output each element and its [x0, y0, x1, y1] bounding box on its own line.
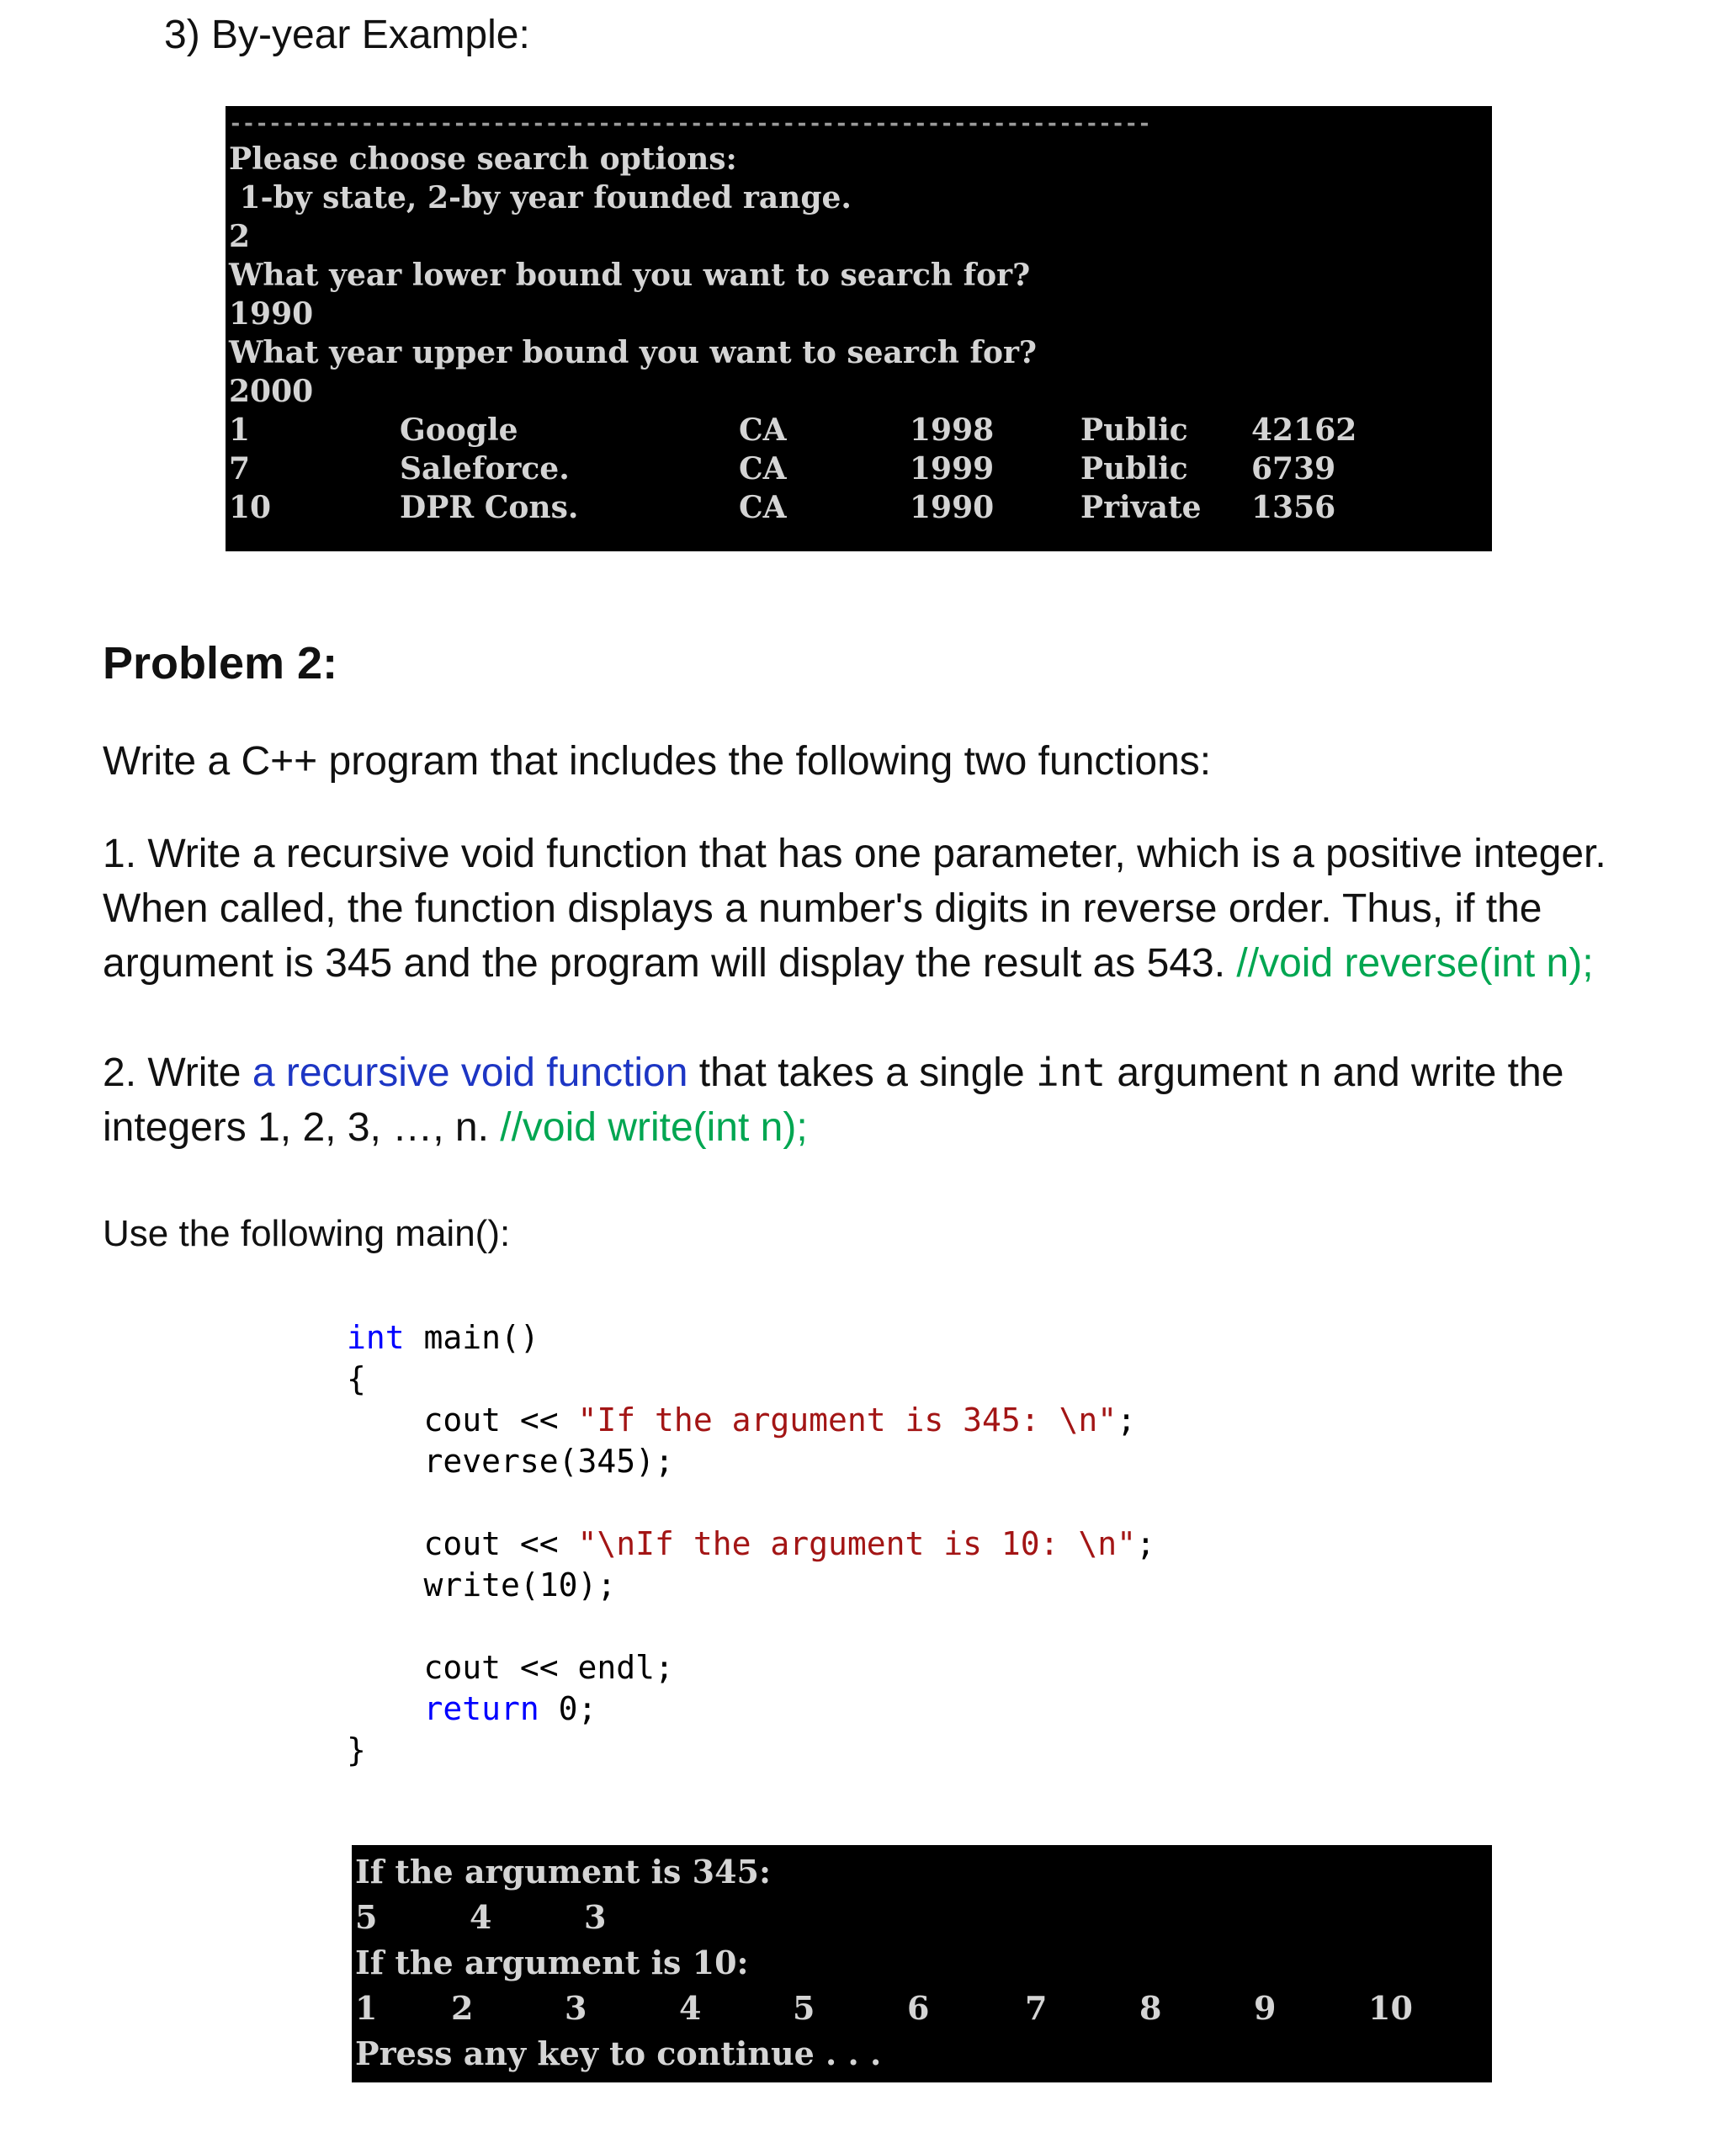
- code-line: [347, 1400, 1136, 1441]
- console-line: If the argument is 345:: [355, 1853, 771, 1891]
- reverse-digit: 5: [355, 1898, 378, 1936]
- item2-line2: [103, 1100, 808, 1155]
- write-signature-comment: //void write(int n);: [500, 1105, 808, 1150]
- item1-line2: When called, the function displays a number's digits in reverse order. Thus, if the: [103, 886, 1542, 931]
- item2-line2-text: integers 1, 2, 3, …, n.: [103, 1105, 501, 1150]
- code-keyword: int: [347, 1319, 405, 1356]
- reverse-digit: 3: [584, 1898, 607, 1936]
- write-number: 2: [451, 1989, 474, 2027]
- write-number: 6: [907, 1989, 930, 2027]
- console-line: Please choose search options:: [229, 141, 737, 177]
- code-line: }: [347, 1731, 366, 1768]
- code-text: cout <<: [347, 1525, 578, 1562]
- item2-code-word: int: [1036, 1050, 1107, 1095]
- code-text: 0;: [539, 1690, 597, 1727]
- console-line: 1-by state, 2-by year founded range.: [229, 180, 852, 215]
- console-line: 2000: [229, 374, 314, 409]
- console-dash-rule: ----------------------------------------------------------------------: [229, 111, 1151, 136]
- console-output-by-year: [226, 106, 1492, 551]
- result-name: Google: [400, 412, 518, 448]
- result-state: CA: [739, 451, 787, 487]
- code-line: cout << endl;: [347, 1649, 674, 1686]
- item2-line1: [103, 1045, 1563, 1100]
- write-number: 9: [1254, 1989, 1277, 2027]
- item2-suffix: argument n and write the: [1106, 1050, 1564, 1095]
- console-line: What year lower bound you want to search for?: [229, 258, 1031, 293]
- code-text: main(): [404, 1319, 539, 1356]
- result-name: DPR Cons.: [400, 490, 579, 525]
- result-id: 7: [229, 451, 251, 487]
- write-number: 3: [565, 1989, 587, 2027]
- console-line: If the argument is 10:: [355, 1944, 749, 1981]
- reverse-signature-comment: //void reverse(int n);: [1236, 941, 1594, 986]
- result-type: Public: [1080, 451, 1188, 487]
- problem-title: Problem 2:: [103, 638, 338, 689]
- code-string: "\nIf the argument is 10: \n": [577, 1525, 1137, 1562]
- result-count: 1356: [1251, 490, 1336, 525]
- write-number: 5: [793, 1989, 815, 2027]
- code-text: cout <<: [347, 1401, 578, 1439]
- write-number: 10: [1368, 1989, 1413, 2027]
- console-line: What year upper bound you want to search for?: [229, 335, 1038, 370]
- result-name: Saleforce.: [400, 451, 570, 487]
- result-year: 1999: [910, 451, 995, 487]
- code-line: write(10);: [347, 1566, 617, 1604]
- write-number: 4: [679, 1989, 702, 2027]
- result-year: 1990: [910, 490, 995, 525]
- item1-line1: 1. Write a recursive void function that has one parameter, which is a positive integer.: [103, 832, 1606, 876]
- main-intro: Use the following main():: [103, 1213, 511, 1254]
- result-id: 10: [229, 490, 272, 525]
- item2-highlight: a recursive void function: [252, 1050, 688, 1095]
- result-count: 6739: [1251, 451, 1336, 487]
- code-line: reverse(345);: [347, 1443, 674, 1480]
- code-text: ;: [1117, 1401, 1137, 1439]
- item2-prefix: 2. Write: [103, 1050, 252, 1095]
- main-code-block: [347, 1317, 1155, 1768]
- result-count: 42162: [1251, 412, 1357, 448]
- item1-line3: [103, 936, 1594, 991]
- write-number: 8: [1139, 1989, 1162, 2027]
- write-number: 1: [355, 1989, 378, 2027]
- result-type: Public: [1080, 412, 1188, 448]
- console-line: Press any key to continue . . .: [355, 2034, 882, 2072]
- code-line: [347, 1317, 539, 1359]
- result-year: 1998: [910, 412, 995, 448]
- code-line: [347, 1689, 597, 1730]
- code-text: ;: [1136, 1525, 1155, 1562]
- result-type: Private: [1080, 490, 1202, 525]
- problem-intro: Write a C++ program that includes the following two functions:: [103, 739, 1212, 784]
- write-number: 7: [1025, 1989, 1048, 2027]
- reverse-digit: 4: [470, 1898, 492, 1936]
- result-id: 1: [229, 412, 251, 448]
- console-line: 1990: [229, 296, 314, 332]
- console-line: 2: [229, 219, 251, 254]
- result-state: CA: [739, 412, 787, 448]
- item1-line3-text: argument is 345 and the program will display the result as 543.: [103, 941, 1237, 986]
- code-line: {: [347, 1360, 366, 1397]
- code-keyword: return: [423, 1690, 539, 1727]
- code-string: "If the argument is 345: \n": [577, 1401, 1118, 1439]
- code-line: [347, 1524, 1155, 1565]
- example-heading: 3) By-year Example:: [164, 13, 530, 57]
- code-text: [347, 1690, 424, 1727]
- result-state: CA: [739, 490, 787, 525]
- item2-mid: that takes a single: [687, 1050, 1036, 1095]
- console-output-run: [352, 1845, 1492, 2082]
